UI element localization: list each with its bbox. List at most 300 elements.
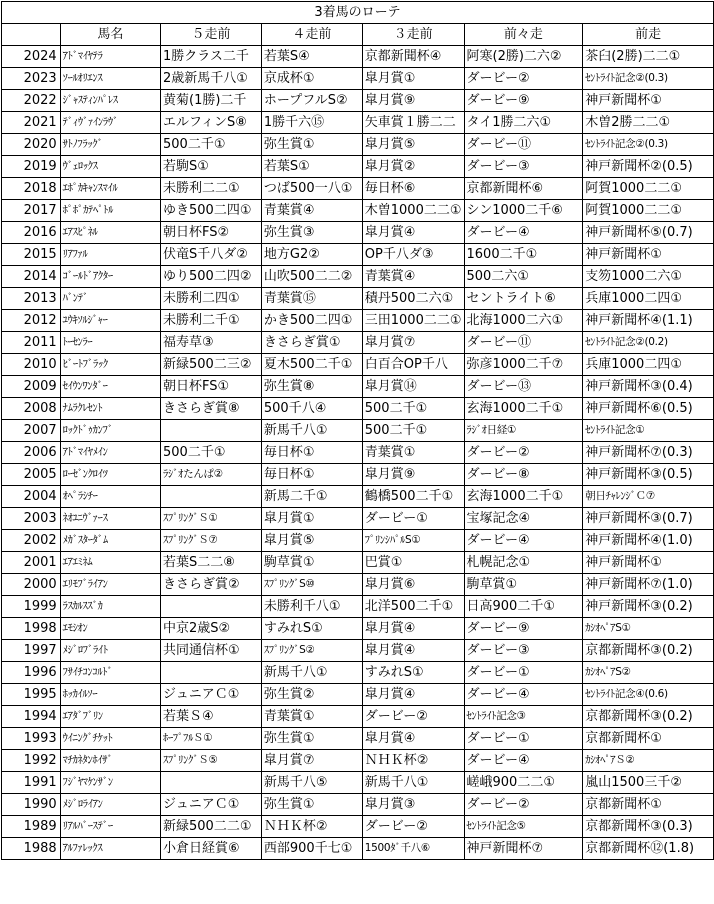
race-2-back-cell: ダービー⑪: [464, 134, 583, 156]
race-2-back-cell: ダービー④: [464, 530, 583, 552]
year-cell: 2008: [2, 398, 61, 420]
year-cell: 2011: [2, 332, 61, 354]
last-race-cell: 神戸新聞杯①: [583, 90, 714, 112]
last-race-cell: ｶｼｵﾍﾟｱS②: [583, 662, 714, 684]
race-5-back-cell: きさらぎ賞⑧: [161, 398, 262, 420]
race-5-back-cell: 小倉日経賞⑥: [161, 838, 262, 860]
race-2-back-cell: 札幌記念①: [464, 552, 583, 574]
table-row: [2, 376, 714, 398]
race-3-back-cell: 皐月賞⑤: [362, 134, 464, 156]
horse-name-cell: ｴﾎﾟｶｷｬﾝｽﾏｲﾙ: [60, 178, 160, 200]
race-5-back-cell: 1勝クラス二千: [161, 46, 262, 68]
last-race-cell: 朝日ﾁｬﾚﾝｼﾞＣ⑦: [583, 486, 714, 508]
race-2-back-cell: ダービー①: [464, 662, 583, 684]
last-race-cell: 嵐山1500三千②: [583, 772, 714, 794]
year-cell: 1993: [2, 728, 61, 750]
last-race-cell: ｾﾝﾄﾗｲﾄ記念①: [583, 420, 714, 442]
race-3-back-cell: 皐月賞④: [362, 684, 464, 706]
table-row: [2, 618, 714, 640]
race-5-back-cell: ゆき500二四①: [161, 200, 262, 222]
year-cell: 1997: [2, 640, 61, 662]
race-3-back-cell: ダービー②: [362, 816, 464, 838]
race-4-back-cell: ＮＨＫ杯②: [261, 816, 362, 838]
table-row: [2, 706, 714, 728]
horse-name-cell: ｼﾞｬｽﾃｨﾝﾊﾟﾚｽ: [60, 90, 160, 112]
race-2-back-cell: 宝塚記念④: [464, 508, 583, 530]
year-cell: 2002: [2, 530, 61, 552]
race-3-back-cell: 皐月賞④: [362, 728, 464, 750]
race-3-back-cell: 500二千①: [362, 398, 464, 420]
race-5-back-cell: 中京2歳S②: [161, 618, 262, 640]
race-4-back-cell: 駒草賞①: [261, 552, 362, 574]
last-race-cell: 神戸新聞杯⑦(1.0): [583, 574, 714, 596]
horse-name-cell: ﾋﾞｰﾄﾌﾞﾗｯｸ: [60, 354, 160, 376]
race-3-back-cell: 木曽1000二二①: [362, 200, 464, 222]
race-5-back-cell: 若駒S①: [161, 156, 262, 178]
horse-name-cell: ﾒｶﾞｽﾀｰﾀﾞﾑ: [60, 530, 160, 552]
horse-name-cell: ﾌｻｲﾁｺﾝｺﾙﾄﾞ: [60, 662, 160, 684]
horse-name-cell: ﾊﾞﾝﾃﾞ: [60, 288, 160, 310]
table-row: [2, 772, 714, 794]
last-race-cell: 神戸新聞杯②(0.5): [583, 156, 714, 178]
race-3-back-cell: 積丹500二六①: [362, 288, 464, 310]
horse-name-cell: ﾗｽｶﾙｽｽﾞｶ: [60, 596, 160, 618]
race-4-back-cell: 西部900千七①: [261, 838, 362, 860]
race-3-back-cell: ＮＨＫ杯②: [362, 750, 464, 772]
race-2-back-cell: ダービー②: [464, 442, 583, 464]
race-4-back-cell: 皐月賞①: [261, 508, 362, 530]
last-race-cell: 京都新聞杯①: [583, 728, 714, 750]
horse-name-cell: ｳｲﾆﾝｸﾞﾁｹｯﾄ: [60, 728, 160, 750]
horse-name-cell: ﾘｱﾌｧﾙ: [60, 244, 160, 266]
race-2-back-cell: ダービー③: [464, 640, 583, 662]
race-3-back-cell: 皐月賞⑨: [362, 464, 464, 486]
year-cell: 2013: [2, 288, 61, 310]
table-row: [2, 178, 714, 200]
race-5-back-cell: 未勝利二四①: [161, 288, 262, 310]
race-2-back-cell: 阿寒(2勝)二六②: [464, 46, 583, 68]
race-2-back-cell: ｾﾝﾄﾗｲﾄ記念⑤: [464, 816, 583, 838]
horse-name-cell: ﾘｱﾙﾊﾞｰｽﾃﾞｰ: [60, 816, 160, 838]
header-race-2-back: 前々走: [464, 24, 583, 46]
last-race-cell: 木曽2勝二二①: [583, 112, 714, 134]
last-race-cell: 兵庫1000二四①: [583, 288, 714, 310]
race-4-back-cell: 弥生賞⑧: [261, 376, 362, 398]
race-4-back-cell: 新馬千八①: [261, 662, 362, 684]
table-row: [2, 442, 714, 464]
race-5-back-cell: [161, 662, 262, 684]
race-3-back-cell: 京都新聞杯④: [362, 46, 464, 68]
race-4-back-cell: ホープフルS②: [261, 90, 362, 112]
title-row: [2, 2, 714, 24]
race-3-back-cell: ダービー②: [362, 706, 464, 728]
race-4-back-cell: 若葉S①: [261, 156, 362, 178]
race-3-back-cell: 新馬千八①: [362, 772, 464, 794]
race-3-back-cell: 皐月賞①: [362, 68, 464, 90]
spreadsheet: [1, 1, 714, 860]
horse-name-cell: ﾅﾑﾗｸﾚｾﾝﾄ: [60, 398, 160, 420]
race-2-back-cell: ダービー②: [464, 794, 583, 816]
table-row: [2, 288, 714, 310]
header-race-5-back: ５走前: [161, 24, 262, 46]
race-3-back-cell: 青葉賞①: [362, 442, 464, 464]
horse-name-cell: ﾃﾞｨｳﾞｧｲﾝﾗｳﾞ: [60, 112, 160, 134]
table-row: [2, 552, 714, 574]
race-3-back-cell: 皐月賞⑨: [362, 90, 464, 112]
year-cell: 1989: [2, 816, 61, 838]
table-row: [2, 244, 714, 266]
year-cell: 1998: [2, 618, 61, 640]
race-3-back-cell: 500二千①: [362, 420, 464, 442]
horse-name-cell: ｺﾞｰﾙﾄﾞｱｸﾀｰ: [60, 266, 160, 288]
table-row: [2, 156, 714, 178]
horse-name-cell: ｴﾘﾓﾌﾞﾗｲｱﾝ: [60, 574, 160, 596]
table-row: [2, 332, 714, 354]
horse-name-cell: ﾎｯｶｲﾙｿｰ: [60, 684, 160, 706]
year-cell: 2018: [2, 178, 61, 200]
table-row: [2, 310, 714, 332]
horse-name-cell: ﾒｼﾞﾛﾗｲｱﾝ: [60, 794, 160, 816]
last-race-cell: ｾﾝﾄﾗｲﾄ記念②(0.3): [583, 134, 714, 156]
race-4-back-cell: 1勝千六⑮: [261, 112, 362, 134]
last-race-cell: 京都新聞杯③(0.3): [583, 816, 714, 838]
race-5-back-cell: ﾎｰﾌﾟﾌﾙＳ①: [161, 728, 262, 750]
race-5-back-cell: ジュニアＣ①: [161, 794, 262, 816]
race-2-back-cell: ダービー⑪: [464, 332, 583, 354]
year-cell: 2022: [2, 90, 61, 112]
race-5-back-cell: 朝日杯FS①: [161, 376, 262, 398]
year-cell: 1994: [2, 706, 61, 728]
year-cell: 2009: [2, 376, 61, 398]
race-2-back-cell: 駒草賞①: [464, 574, 583, 596]
year-cell: 2021: [2, 112, 61, 134]
horse-name-cell: ｴﾓｼｵﾝ: [60, 618, 160, 640]
rotation-table: [1, 1, 714, 860]
race-4-back-cell: ｽﾌﾟﾘﾝｸﾞS⑩: [261, 574, 362, 596]
race-5-back-cell: 福寿草③: [161, 332, 262, 354]
table-row: [2, 68, 714, 90]
year-cell: 2024: [2, 46, 61, 68]
race-2-back-cell: シン1000二千⑥: [464, 200, 583, 222]
horse-name-cell: ｳﾞｪﾛｯｸｽ: [60, 156, 160, 178]
race-4-back-cell: 弥生賞①: [261, 794, 362, 816]
year-cell: 2001: [2, 552, 61, 574]
table-row: [2, 354, 714, 376]
race-2-back-cell: 北海1000二六①: [464, 310, 583, 332]
horse-name-cell: ﾌｼﾞﾔﾏｹﾝｻﾞﾝ: [60, 772, 160, 794]
horse-name-cell: ﾄｰｾﾝﾗｰ: [60, 332, 160, 354]
horse-name-cell: ﾏﾁｶﾈﾀﾝﾎｲｻﾞ: [60, 750, 160, 772]
race-4-back-cell: すみれS①: [261, 618, 362, 640]
race-2-back-cell: 日高900二千①: [464, 596, 583, 618]
horse-name-cell: ﾕｳｷｿﾙｼﾞｬｰ: [60, 310, 160, 332]
last-race-cell: 神戸新聞杯④(1.1): [583, 310, 714, 332]
race-2-back-cell: 1600二千①: [464, 244, 583, 266]
race-3-back-cell: ﾌﾟﾘﾝｼﾊﾟﾙS①: [362, 530, 464, 552]
last-race-cell: 神戸新聞杯⑥(0.5): [583, 398, 714, 420]
table-row: [2, 794, 714, 816]
last-race-cell: ｾﾝﾄﾗｲﾄ記念②(0.2): [583, 332, 714, 354]
year-cell: 2016: [2, 222, 61, 244]
header-year: [2, 24, 61, 46]
table-row: [2, 816, 714, 838]
year-cell: 2000: [2, 574, 61, 596]
header-last-race: 前走: [583, 24, 714, 46]
race-2-back-cell: ダービー④: [464, 222, 583, 244]
race-5-back-cell: [161, 596, 262, 618]
year-cell: 2017: [2, 200, 61, 222]
race-2-back-cell: ﾗｼﾞｵ日経①: [464, 420, 583, 442]
horse-name-cell: ﾈｵﾕﾆｳﾞｧｰｽ: [60, 508, 160, 530]
year-cell: 1996: [2, 662, 61, 684]
race-3-back-cell: 皐月賞②: [362, 156, 464, 178]
race-5-back-cell: 2歳新馬千八①: [161, 68, 262, 90]
race-4-back-cell: 地方G2②: [261, 244, 362, 266]
last-race-cell: 阿賀1000二二①: [583, 200, 714, 222]
race-3-back-cell: 矢車賞１勝二二: [362, 112, 464, 134]
horse-name-cell: ﾛｯｸﾄﾞｩｶﾝﾌﾞ: [60, 420, 160, 442]
race-4-back-cell: 弥生賞①: [261, 134, 362, 156]
last-race-cell: 神戸新聞杯⑦(0.3): [583, 442, 714, 464]
race-3-back-cell: 皐月賞④: [362, 640, 464, 662]
year-cell: 2015: [2, 244, 61, 266]
table-row: [2, 46, 714, 68]
race-2-back-cell: ダービー⑬: [464, 376, 583, 398]
race-4-back-cell: 弥生賞①: [261, 728, 362, 750]
race-2-back-cell: セントライト⑥: [464, 288, 583, 310]
year-cell: 1992: [2, 750, 61, 772]
race-4-back-cell: 毎日杯①: [261, 464, 362, 486]
horse-name-cell: ｱﾄﾞﾏｲﾔﾒｲﾝ: [60, 442, 160, 464]
table-row: [2, 266, 714, 288]
table-row: [2, 508, 714, 530]
race-4-back-cell: 夏木500二千①: [261, 354, 362, 376]
race-4-back-cell: 青葉賞④: [261, 200, 362, 222]
last-race-cell: 神戸新聞杯①: [583, 552, 714, 574]
race-3-back-cell: 白百合OP千八: [362, 354, 464, 376]
race-2-back-cell: 玄海1000二千①: [464, 486, 583, 508]
race-3-back-cell: 三田1000二二①: [362, 310, 464, 332]
year-cell: 2014: [2, 266, 61, 288]
race-2-back-cell: ダービー⑨: [464, 90, 583, 112]
race-2-back-cell: ダービー④: [464, 684, 583, 706]
race-3-back-cell: ダービー①: [362, 508, 464, 530]
table-row: [2, 750, 714, 772]
horse-name-cell: ｿｰﾙｵﾘｴﾝｽ: [60, 68, 160, 90]
year-cell: 2020: [2, 134, 61, 156]
race-4-back-cell: 新馬二千①: [261, 486, 362, 508]
race-5-back-cell: 新緑500二二①: [161, 816, 262, 838]
race-2-back-cell: 嵯峨900二二①: [464, 772, 583, 794]
year-cell: 2006: [2, 442, 61, 464]
race-4-back-cell: 毎日杯①: [261, 442, 362, 464]
header-horse-name: 馬名: [60, 24, 160, 46]
race-5-back-cell: [161, 420, 262, 442]
race-4-back-cell: 皐月賞⑤: [261, 530, 362, 552]
table-row: [2, 464, 714, 486]
race-5-back-cell: ゆり500二四②: [161, 266, 262, 288]
race-4-back-cell: 青葉賞⑮: [261, 288, 362, 310]
table-row: [2, 662, 714, 684]
last-race-cell: 京都新聞杯③(0.2): [583, 706, 714, 728]
year-cell: 2010: [2, 354, 61, 376]
race-2-back-cell: ダービー④: [464, 750, 583, 772]
header-row: [2, 24, 714, 46]
race-4-back-cell: ｽﾌﾟﾘﾝｸﾞS②: [261, 640, 362, 662]
race-5-back-cell: ｽﾌﾟﾘﾝｸﾞＳ⑦: [161, 530, 262, 552]
last-race-cell: 京都新聞杯⑫(1.8): [583, 838, 714, 860]
race-2-back-cell: 神戸新聞杯⑦: [464, 838, 583, 860]
horse-name-cell: ｱﾄﾞﾏｲﾔﾃﾗ: [60, 46, 160, 68]
race-3-back-cell: 皐月賞⑭: [362, 376, 464, 398]
race-5-back-cell: [161, 772, 262, 794]
last-race-cell: ｾﾝﾄﾗｲﾄ記念④(0.6): [583, 684, 714, 706]
year-cell: 2003: [2, 508, 61, 530]
last-race-cell: 京都新聞杯①: [583, 794, 714, 816]
year-cell: 1988: [2, 838, 61, 860]
table-row: [2, 420, 714, 442]
last-race-cell: 神戸新聞杯⑤(0.7): [583, 222, 714, 244]
horse-name-cell: ﾒｼﾞﾛﾌﾞﾗｲﾄ: [60, 640, 160, 662]
race-3-back-cell: 皐月賞④: [362, 222, 464, 244]
race-2-back-cell: タイ1勝二六①: [464, 112, 583, 134]
table-row: [2, 728, 714, 750]
race-5-back-cell: きさらぎ賞②: [161, 574, 262, 596]
horse-name-cell: ｵﾍﾟﾗｼﾁｰ: [60, 486, 160, 508]
race-5-back-cell: 黄菊(1勝)二千: [161, 90, 262, 112]
table-row: [2, 838, 714, 860]
race-4-back-cell: 未勝利千八①: [261, 596, 362, 618]
race-3-back-cell: OP千八ダ③: [362, 244, 464, 266]
race-4-back-cell: かき500二四①: [261, 310, 362, 332]
race-3-back-cell: すみれS①: [362, 662, 464, 684]
table-row: [2, 90, 714, 112]
last-race-cell: ｾﾝﾄﾗｲﾄ記念②(0.3): [583, 68, 714, 90]
table-row: [2, 684, 714, 706]
table-row: [2, 222, 714, 244]
race-4-back-cell: 500千八④: [261, 398, 362, 420]
horse-name-cell: ｴｱｽﾋﾟﾈﾙ: [60, 222, 160, 244]
race-4-back-cell: 弥生賞②: [261, 684, 362, 706]
last-race-cell: 神戸新聞杯③(0.5): [583, 464, 714, 486]
race-4-back-cell: 山吹500二二②: [261, 266, 362, 288]
horse-name-cell: ﾛｰｾﾞﾝｸﾛｲﾂ: [60, 464, 160, 486]
race-3-back-cell: 毎日杯⑥: [362, 178, 464, 200]
race-5-back-cell: 未勝利二二①: [161, 178, 262, 200]
race-3-back-cell: 巴賞①: [362, 552, 464, 574]
race-3-back-cell: 皐月賞③: [362, 794, 464, 816]
horse-name-cell: ｴｱﾀﾞﾌﾞﾘﾝ: [60, 706, 160, 728]
year-cell: 2019: [2, 156, 61, 178]
race-4-back-cell: 皐月賞⑦: [261, 750, 362, 772]
race-2-back-cell: ｾﾝﾄﾗｲﾄ記念③: [464, 706, 583, 728]
race-2-back-cell: ダービー③: [464, 156, 583, 178]
horse-name-cell: ｴｱｴﾐﾈﾑ: [60, 552, 160, 574]
race-2-back-cell: 京都新聞杯⑥: [464, 178, 583, 200]
table-row: [2, 398, 714, 420]
year-cell: 2005: [2, 464, 61, 486]
race-3-back-cell: 北洋500二千①: [362, 596, 464, 618]
last-race-cell: 神戸新聞杯③(0.2): [583, 596, 714, 618]
last-race-cell: 京都新聞杯③(0.2): [583, 640, 714, 662]
race-5-back-cell: 未勝利二千①: [161, 310, 262, 332]
race-5-back-cell: ﾗｼﾞｵたんぱ②: [161, 464, 262, 486]
horse-name-cell: ｾｲｳﾝﾜﾝﾀﾞｰ: [60, 376, 160, 398]
race-4-back-cell: 新馬千八①: [261, 420, 362, 442]
table-row: [2, 640, 714, 662]
header-race-3-back: ３走前: [362, 24, 464, 46]
last-race-cell: ｶｼｵﾍﾟｱS①: [583, 618, 714, 640]
race-2-back-cell: ダービー①: [464, 728, 583, 750]
table-row: [2, 574, 714, 596]
race-3-back-cell: 皐月賞④: [362, 618, 464, 640]
header-race-4-back: ４走前: [261, 24, 362, 46]
race-2-back-cell: ダービー②: [464, 68, 583, 90]
horse-name-cell: ｱﾙﾌｧﾚｯｸｽ: [60, 838, 160, 860]
year-cell: 1995: [2, 684, 61, 706]
race-5-back-cell: エルフィンS⑧: [161, 112, 262, 134]
race-4-back-cell: きさらぎ賞①: [261, 332, 362, 354]
year-cell: 1990: [2, 794, 61, 816]
race-5-back-cell: 朝日杯FS②: [161, 222, 262, 244]
race-2-back-cell: 弥彦1000二千⑦: [464, 354, 583, 376]
race-4-back-cell: 青葉賞①: [261, 706, 362, 728]
race-4-back-cell: 弥生賞③: [261, 222, 362, 244]
race-5-back-cell: 共同通信杯①: [161, 640, 262, 662]
last-race-cell: 神戸新聞杯④(1.0): [583, 530, 714, 552]
race-5-back-cell: 500二千①: [161, 134, 262, 156]
table-row: [2, 112, 714, 134]
race-4-back-cell: つば500一八①: [261, 178, 362, 200]
race-3-back-cell: 青葉賞④: [362, 266, 464, 288]
race-4-back-cell: 京成杯①: [261, 68, 362, 90]
table-row: [2, 530, 714, 552]
race-5-back-cell: ｽﾌﾟﾘﾝｸﾞＳ⑤: [161, 750, 262, 772]
race-4-back-cell: 若葉S④: [261, 46, 362, 68]
race-5-back-cell: 500二千①: [161, 442, 262, 464]
last-race-cell: 神戸新聞杯①: [583, 244, 714, 266]
year-cell: 2007: [2, 420, 61, 442]
race-5-back-cell: 伏竜S千八ダ②: [161, 244, 262, 266]
race-2-back-cell: ダービー⑨: [464, 618, 583, 640]
table-row: [2, 486, 714, 508]
last-race-cell: ｶｼｵﾍﾟｱＳ②: [583, 750, 714, 772]
race-5-back-cell: ｽﾌﾟﾘﾝｸﾞＳ①: [161, 508, 262, 530]
last-race-cell: 神戸新聞杯③(0.7): [583, 508, 714, 530]
race-5-back-cell: 若葉Ｓ④: [161, 706, 262, 728]
year-cell: 2023: [2, 68, 61, 90]
race-3-back-cell: 鶴橋500二千①: [362, 486, 464, 508]
horse-name-cell: ﾎﾟﾎﾟｶﾃﾍﾟﾄﾙ: [60, 200, 160, 222]
horse-name-cell: ｻﾄﾉﾌﾗｯｸﾞ: [60, 134, 160, 156]
year-cell: 1991: [2, 772, 61, 794]
race-3-back-cell: 1500ﾀﾞ千八⑥: [362, 838, 464, 860]
last-race-cell: 支笏1000二六①: [583, 266, 714, 288]
last-race-cell: 茶臼(2勝)二二①: [583, 46, 714, 68]
race-5-back-cell: 新緑500二三②: [161, 354, 262, 376]
table-row: [2, 596, 714, 618]
race-5-back-cell: 若葉S二二⑧: [161, 552, 262, 574]
last-race-cell: 兵庫1000二四①: [583, 354, 714, 376]
race-5-back-cell: ジュニアＣ①: [161, 684, 262, 706]
table-title: 3着馬のローテ: [2, 2, 714, 24]
race-3-back-cell: 皐月賞⑦: [362, 332, 464, 354]
race-5-back-cell: [161, 486, 262, 508]
race-2-back-cell: 玄海1000二千①: [464, 398, 583, 420]
year-cell: 1999: [2, 596, 61, 618]
table-row: [2, 200, 714, 222]
year-cell: 2004: [2, 486, 61, 508]
